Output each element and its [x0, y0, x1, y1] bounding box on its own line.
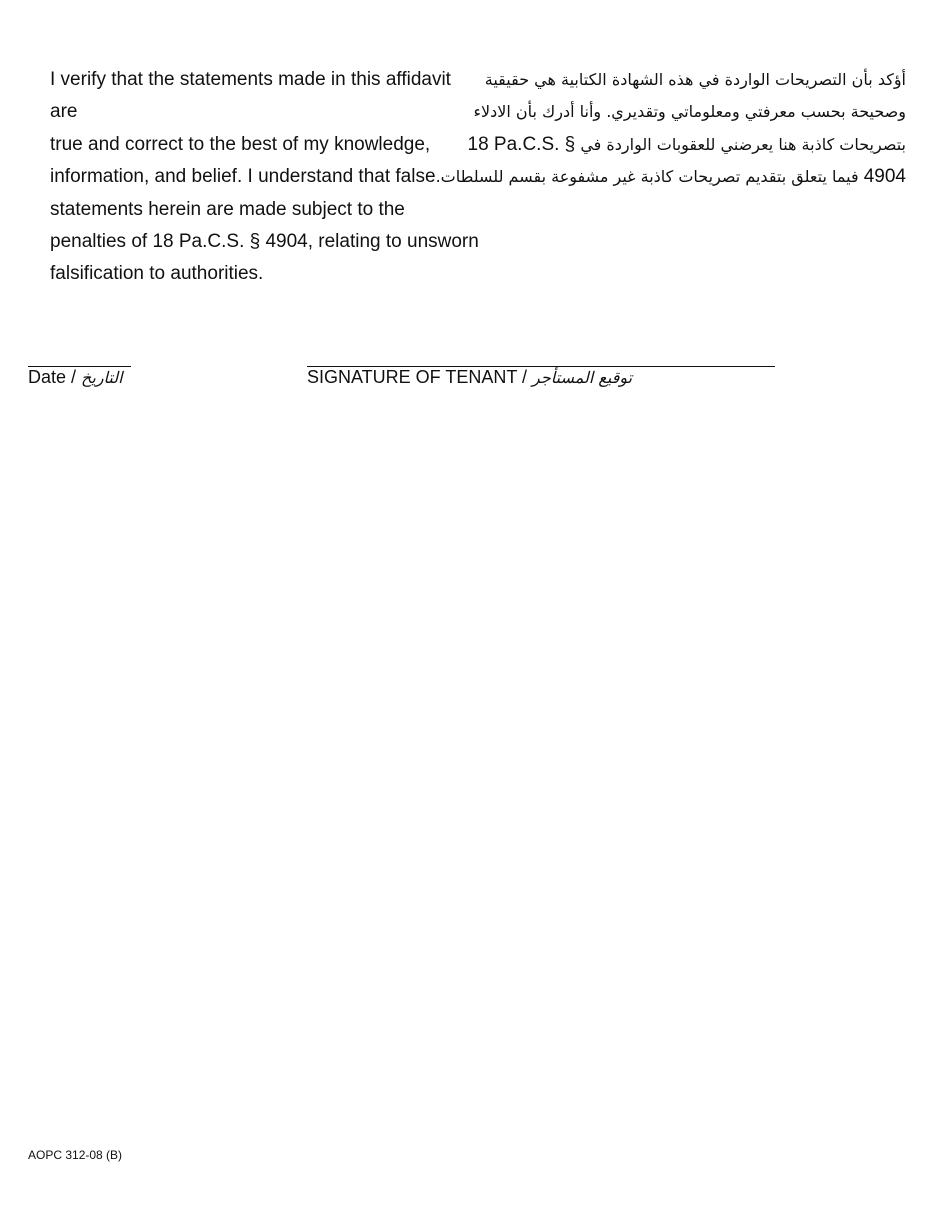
tenant-signature-label — [307, 367, 632, 388]
arabic-line-text: بتصريحات كاذبة هنا يعرضني للعقوبات الواردة في — [580, 134, 906, 154]
arabic-line-text: فيما يتعلق بتقديم تصريحات كاذبة غير مشفوعة بقسم للسلطات. — [435, 167, 859, 187]
verification-statement-arabic — [435, 64, 906, 194]
english-line: I verify that the statements made in this affidavit are — [50, 69, 451, 123]
english-line: falsification to authorities. — [50, 263, 264, 285]
english-line: penalties of 18 Pa.C.S. § 4904, relating to unsworn — [50, 231, 479, 253]
verification-statement-english — [50, 64, 480, 291]
form-code: AOPC 312-08 (B) — [28, 1148, 123, 1162]
tenant-label-ar: توقيع المستأجر — [532, 368, 633, 387]
tenant-label-en: SIGNATURE OF TENANT / — [307, 367, 528, 387]
date-label-ar: التاريخ — [81, 368, 123, 387]
date-label-en: Date / — [28, 367, 77, 387]
arabic-statute-ref: 18 Pa.C.S. § — [467, 133, 576, 155]
english-line: information, and belief. I understand that false — [50, 166, 436, 188]
english-line: statements herein are made subject to the — [50, 198, 405, 220]
date-label — [28, 367, 123, 388]
arabic-line: وصحيحة بحسب معرفتي ومعلوماتي وتقديري. وأنا أدرك بأن الادلاء — [473, 102, 906, 122]
arabic-line — [435, 161, 906, 193]
arabic-statute-number: 4904 — [863, 166, 906, 188]
arabic-line — [467, 129, 906, 161]
english-line: true and correct to the best of my knowledge, — [50, 133, 431, 155]
arabic-line: أؤكد بأن التصريحات الواردة في هذه الشهادة الكتابية هي حقيقية — [484, 70, 906, 89]
